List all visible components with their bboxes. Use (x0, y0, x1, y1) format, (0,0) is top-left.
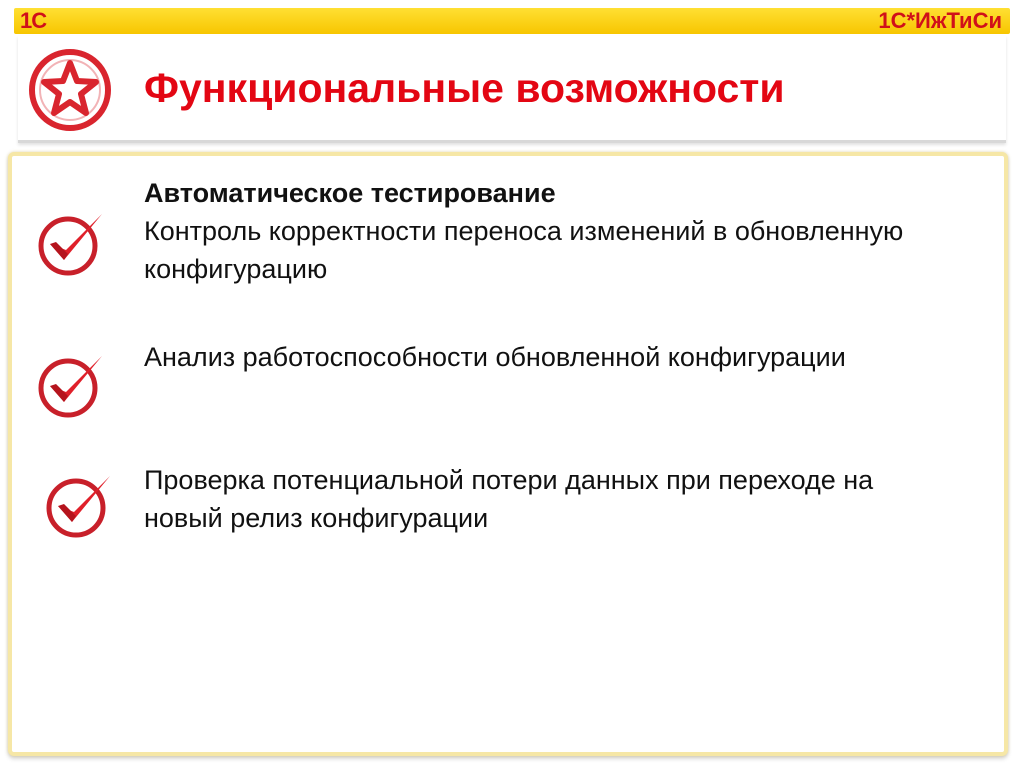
item-heading: Автоматическое тестирование (144, 178, 556, 208)
star-icon (28, 48, 112, 132)
item-text: Анализ работоспособности обновленной конфигурации (144, 342, 846, 372)
slide-header (18, 36, 1006, 143)
brand-logo-left: 1С (20, 8, 47, 33)
list-item (144, 338, 944, 376)
checkmark-icon (44, 470, 116, 542)
top-brand-bar (14, 8, 1010, 34)
page-title: Функциональные возможности (144, 65, 785, 111)
list-item (144, 174, 944, 288)
item-text: Контроль корректности переноса изменений в обновленную конфигурацию (144, 216, 904, 284)
checkmark-icon (36, 350, 108, 422)
list-item (144, 461, 944, 537)
item-text: Проверка потенциальной потери данных при переходе на новый релиз конфигурации (144, 465, 874, 533)
checkmark-icon (36, 208, 108, 280)
brand-logo-right: 1С*ИжТиСи (878, 8, 1002, 33)
